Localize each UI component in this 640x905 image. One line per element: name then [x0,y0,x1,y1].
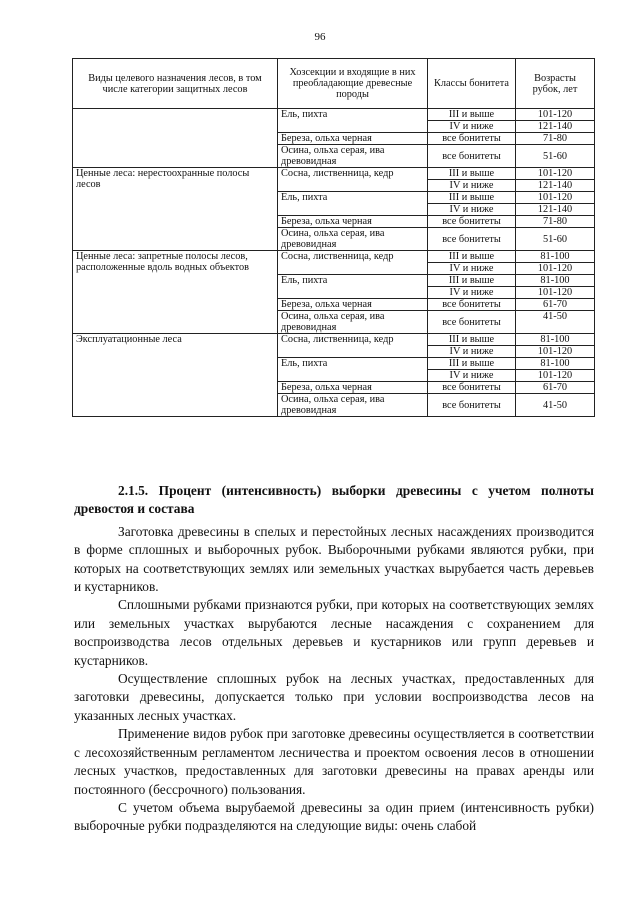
cell-bonitet: все бонитеты [428,228,516,251]
cell-age: 101-120 [516,370,595,382]
cutting-age-table [72,58,595,417]
cell-age: 101-120 [516,346,595,358]
cell-forest-purpose: Ценные леса: нерестоохранные полосы лесов [73,168,278,251]
cell-age: 61-70 [516,382,595,394]
cell-species: Ель, пихта [278,109,428,133]
cell-species: Осина, ольха серая, ива древовидная [278,228,428,251]
cell-age: 51-60 [516,145,595,168]
cell-forest-purpose: Ценные леса: запретные полосы лесов, расположенные вдоль водных объектов [73,251,278,334]
cell-species: Осина, ольха серая, ива древовидная [278,311,428,334]
table-row [73,109,595,121]
cell-bonitet: III и выше [428,358,516,370]
cell-bonitet: все бонитеты [428,145,516,168]
paragraph: Сплошными рубками признаются рубки, при которых на соответствующих землях или земельных участках вырубаются лесные насаждения с сохранением для воспроизводства лесов отдельных деревьев и кустарников или групп деревьев и кустарников. [74,597,594,668]
section-content [74,482,594,836]
table-body [73,109,595,417]
cell-age: 41-50 [516,394,595,417]
cell-bonitet: III и выше [428,168,516,180]
cell-bonitet: III и выше [428,109,516,121]
section-heading: 2.1.5. Процент (интенсивность) выборки древесины с учетом полноты древостоя и состава [74,483,594,517]
cell-bonitet: IV и ниже [428,204,516,216]
cell-bonitet: IV и ниже [428,370,516,382]
cell-bonitet: III и выше [428,334,516,346]
cell-age: 121-140 [516,180,595,192]
cell-bonitet: все бонитеты [428,299,516,311]
cell-species: Береза, ольха черная [278,216,428,228]
cell-species: Ель, пихта [278,192,428,216]
page-number: 96 [314,31,326,43]
cell-age: 101-120 [516,168,595,180]
cell-age: 71-80 [516,216,595,228]
cell-age: 81-100 [516,358,595,370]
cell-age: 81-100 [516,275,595,287]
header-forest-purpose: Виды целевого назначения лесов, в том числе категории защитных лесов [73,59,278,109]
cell-bonitet: IV и ниже [428,287,516,299]
cell-age: 41-50 [516,311,595,334]
cell-age: 71-80 [516,133,595,145]
header-cutting-age: Возрасты рубок, лет [516,59,595,109]
cell-species: Сосна, лиственница, кедр [278,251,428,275]
cell-age: 121-140 [516,121,595,133]
cell-age: 121-140 [516,204,595,216]
paragraph: С учетом объема вырубаемой древесины за один прием (интенсивность рубки) выборочные рубки подразделяются на следующие виды: очень слабой [74,799,594,834]
cell-species: Сосна, лиственница, кедр [278,168,428,192]
table-row [73,334,595,346]
cell-species: Ель, пихта [278,358,428,382]
table-row [73,251,595,263]
cell-bonitet: все бонитеты [428,133,516,145]
paragraph: Заготовка древесины в спелых и перестойных лесных насаждениях производится в форме сплошных и выборочных рубок. Выборочными рубками являются рубки, при которых на соответствующих землях или земельных участках вырубается часть деревьев и кустарников. [74,523,594,595]
cell-forest-purpose: Эксплуатационные леса [73,334,278,417]
cell-species: Сосна, лиственница, кедр [278,334,428,358]
cell-species: Ель, пихта [278,275,428,299]
cell-bonitet: III и выше [428,251,516,263]
cell-bonitet: III и выше [428,275,516,287]
header-species: Хозсекции и входящие в них преобладающие древесные породы [278,59,428,109]
cell-age: 101-120 [516,109,595,121]
cell-age: 51-60 [516,228,595,251]
cell-age: 101-120 [516,263,595,275]
cell-age: 101-120 [516,192,595,204]
cell-bonitet: IV и ниже [428,263,516,275]
cell-age: 61-70 [516,299,595,311]
cell-bonitet: IV и ниже [428,180,516,192]
cell-age: 81-100 [516,251,595,263]
cell-bonitet: все бонитеты [428,382,516,394]
cell-bonitet: IV и ниже [428,346,516,358]
cell-species: Береза, ольха черная [278,133,428,145]
cell-bonitet: все бонитеты [428,216,516,228]
cell-bonitet: III и выше [428,192,516,204]
cell-age: 81-100 [516,334,595,346]
table-row [73,168,595,180]
cell-bonitet: все бонитеты [428,311,516,334]
cell-forest-purpose [73,109,278,168]
cell-species: Береза, ольха черная [278,299,428,311]
header-bonitet-class: Классы бонитета [428,59,516,109]
cell-species: Осина, ольха серая, ива древовидная [278,394,428,417]
cell-bonitet: все бонитеты [428,394,516,417]
cell-age: 101-120 [516,287,595,299]
cell-species: Береза, ольха черная [278,382,428,394]
cell-bonitet: IV и ниже [428,121,516,133]
paragraph: Осуществление сплошных рубок на лесных участках, предоставленных для заготовки древесины, допускается только при условии воспроизводства лесов на указанных лесных участках. [74,671,594,723]
cell-species: Осина, ольха серая, ива древовидная [278,145,428,168]
paragraph: Применение видов рубок при заготовке древесины осуществляется в соответствии с лесохозяйственным регламентом лесничества и проектом освоения лесов в отношении лесных участков, предоставленных для заготовки древесины на правах аренды или постоянного (бессрочного) пользования. [74,726,594,797]
